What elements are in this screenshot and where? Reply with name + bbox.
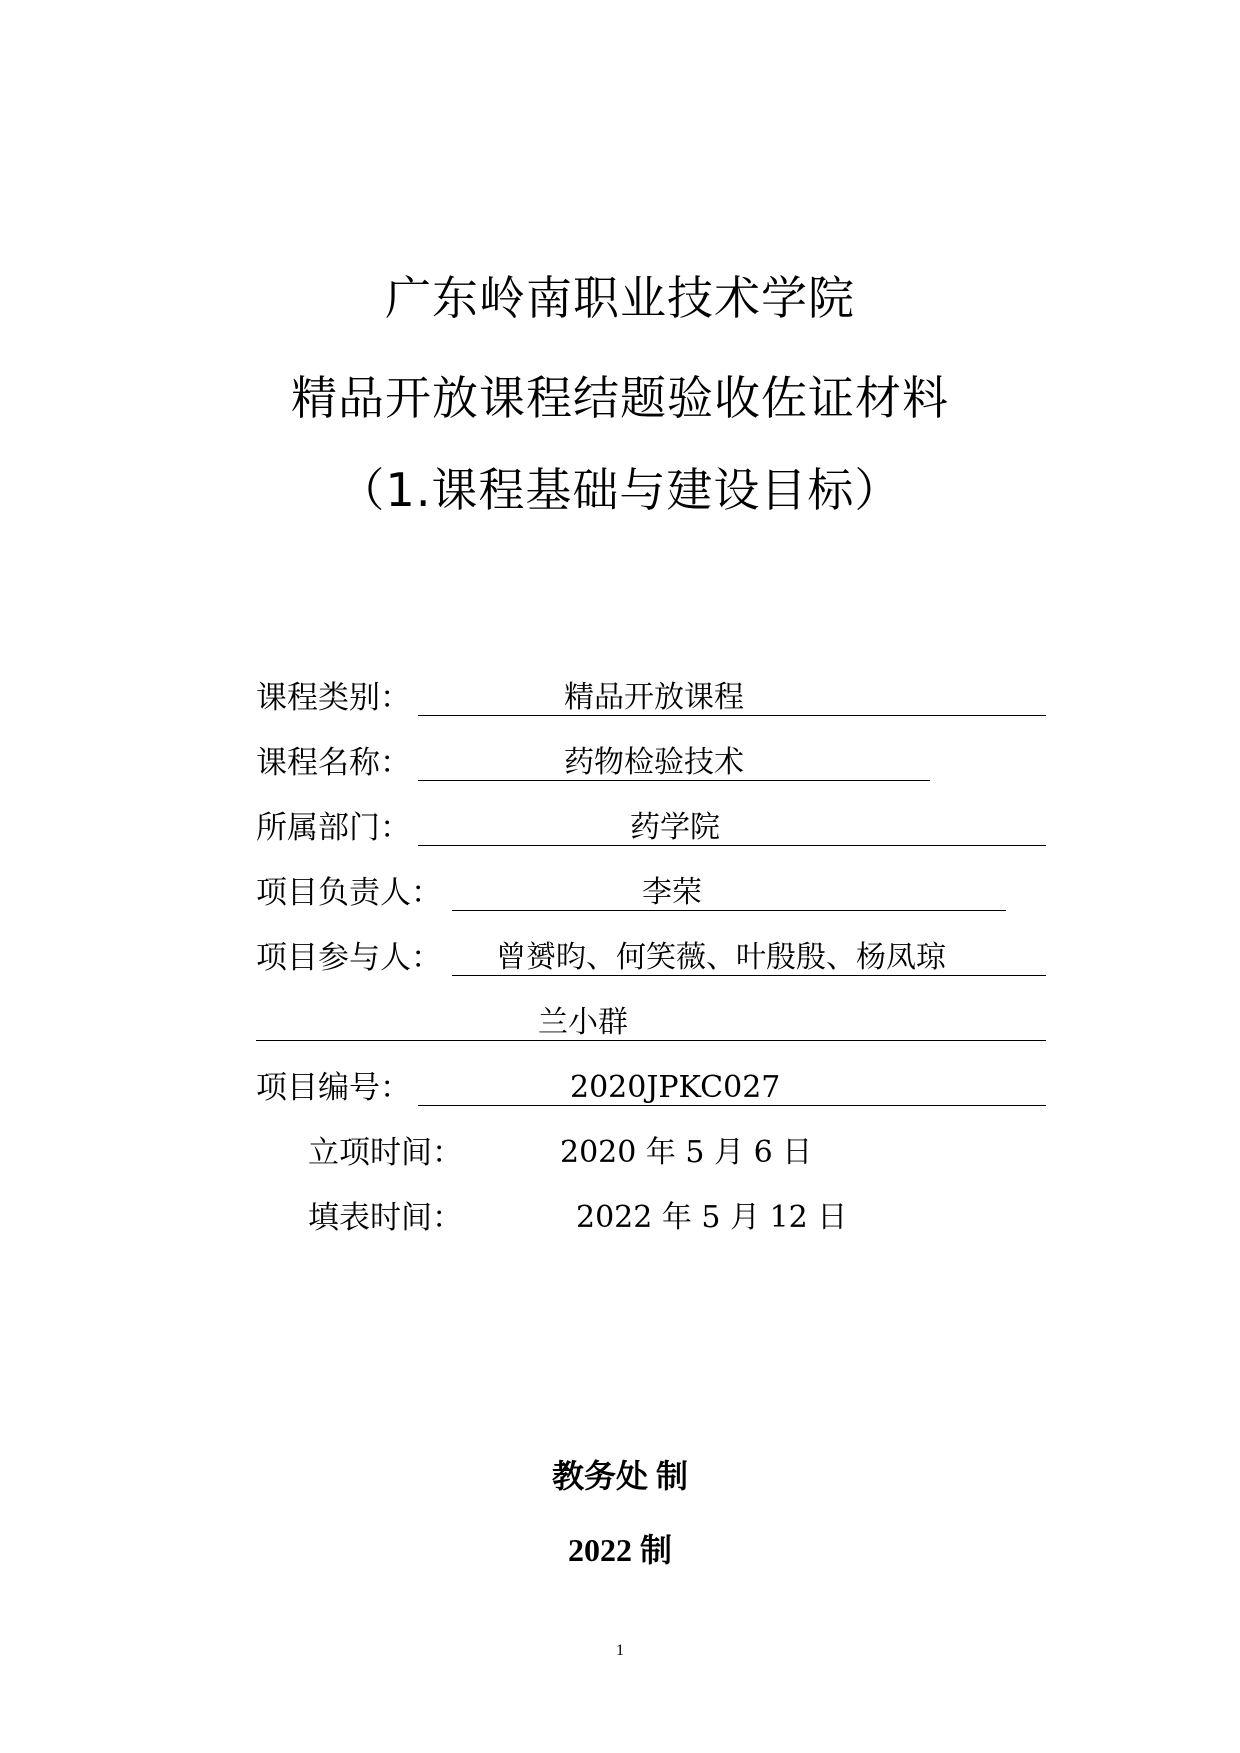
course-type-value: 精品开放课程: [564, 680, 744, 715]
fill-date-label: 填表时间：: [308, 1200, 463, 1236]
field-project-no: [256, 1068, 1046, 1108]
leader-label: 项目负责人：: [256, 875, 442, 911]
field-participants-continued: [256, 1003, 1046, 1043]
project-no-label: 项目编号：: [256, 1070, 411, 1106]
start-date-label: 立项时间：: [308, 1135, 463, 1171]
field-course-type: [256, 678, 1046, 718]
page-number: 1: [616, 1642, 624, 1659]
document-title-line2: 精品开放课程结题验收佐证材料: [291, 371, 949, 425]
participants-value-line2: 兰小群: [538, 1005, 628, 1040]
course-name-label: 课程名称：: [256, 745, 411, 781]
course-name-value: 药物检验技术: [564, 745, 744, 780]
issuer-line: 教务处 制: [551, 1458, 688, 1494]
document-title-line1: 广东岭南职业技术学院: [385, 271, 855, 325]
department-value: 药学院: [630, 810, 720, 845]
field-participants: [256, 938, 1046, 978]
field-start-date: [308, 1133, 1008, 1173]
start-date-value: 2020 年 5 月 6 日: [560, 1135, 813, 1170]
department-underline: [418, 845, 1046, 846]
fill-date-value: 2022 年 5 月 12 日: [576, 1200, 848, 1235]
field-course-name: [256, 743, 1046, 783]
field-fill-date: [308, 1198, 1008, 1238]
year-line: 2022 制: [567, 1532, 672, 1568]
participants-label: 项目参与人：: [256, 940, 442, 976]
course-type-label: 课程类别：: [256, 680, 411, 716]
participants-underline-2: [256, 1040, 1046, 1041]
participants-value-line1: 曾赟昀、何笑薇、叶殷殷、杨凤琼: [496, 940, 946, 975]
document-title-line3: （1.课程基础与建设目标）: [338, 463, 902, 517]
leader-value: 李荣: [642, 875, 702, 910]
leader-underline: [452, 910, 1006, 911]
project-no-value: 2020JPKC027: [570, 1070, 781, 1105]
field-department: [256, 808, 1046, 848]
field-leader: [256, 873, 1046, 913]
department-label: 所属部门：: [256, 810, 411, 846]
